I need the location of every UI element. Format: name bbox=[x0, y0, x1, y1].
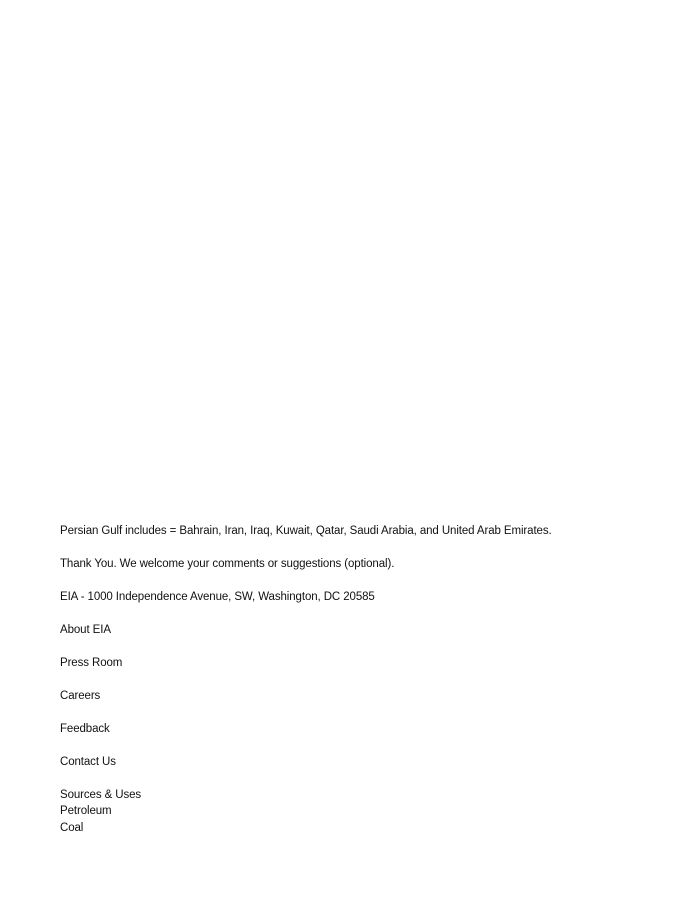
petroleum-link[interactable]: Petroleum bbox=[60, 805, 112, 817]
feedback-link[interactable]: Feedback bbox=[60, 723, 110, 735]
coal-link[interactable]: Coal bbox=[60, 822, 84, 834]
feedback-prompt-text: Thank You. We welcome your comments or suggestions (optional). bbox=[60, 558, 395, 570]
persian-gulf-footnote: Persian Gulf includes = Bahrain, Iran, Iraq, Kuwait, Qatar, Saudi Arabia, and United Arab Emirates. bbox=[60, 525, 552, 537]
about-eia-link[interactable]: About EIA bbox=[60, 624, 111, 636]
press-room-link[interactable]: Press Room bbox=[60, 657, 123, 669]
sources-uses-link[interactable]: Sources & Uses bbox=[60, 789, 142, 801]
careers-link[interactable]: Careers bbox=[60, 690, 101, 702]
contact-us-link[interactable]: Contact Us bbox=[60, 756, 116, 768]
eia-address: EIA - 1000 Independence Avenue, SW, Washington, DC 20585 bbox=[60, 591, 375, 603]
